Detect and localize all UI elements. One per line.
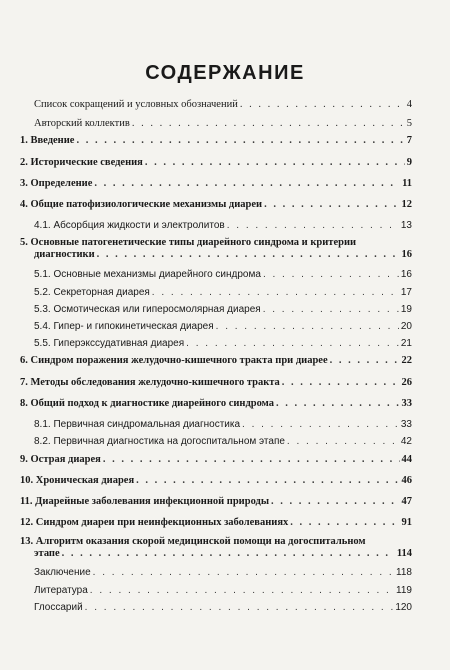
toc-page-number: 13 xyxy=(400,220,412,231)
toc-entry-label-line1: 13. Алгоритм оказания скорой медицинской помощи на догоспитальном xyxy=(20,536,366,547)
toc-entry-label-line2: этапе xyxy=(34,548,60,559)
toc-page-number: 114 xyxy=(396,548,412,559)
toc-entry-label: 2. Исторические сведения xyxy=(20,157,143,168)
leader-dots xyxy=(287,435,399,448)
toc-entry-label: 11. Диарейные заболевания инфекционной природы xyxy=(20,496,270,507)
toc-page-number: 42 xyxy=(400,436,412,447)
toc-entry-label: 5.1. Основные механизмы диарейного синдрома xyxy=(34,269,261,280)
leader-dots xyxy=(62,547,395,560)
leader-dots xyxy=(145,156,405,169)
toc-page-number: 17 xyxy=(400,287,412,298)
toc-entry-label: Авторский коллектив xyxy=(34,118,130,129)
toc-entry-label: 6. Синдром поражения желудочно-кишечного тракта при диарее xyxy=(20,355,328,366)
leader-dots xyxy=(290,516,399,529)
toc-entry-label: 5.3. Осмотическая или гиперосмолярная диарея xyxy=(34,304,261,315)
toc-entry-label: 12. Синдром диареи при неинфекционных заболеваниях xyxy=(20,517,289,528)
toc-entry-label: 4.1. Абсорбция жидкости и электролитов xyxy=(34,220,225,231)
toc-entry-label: Список сокращений и условных обозначений xyxy=(34,99,238,110)
toc-page-number: 11 xyxy=(402,178,412,189)
leader-dots xyxy=(264,198,399,211)
toc-page-number: 16 xyxy=(401,249,412,260)
leader-dots xyxy=(263,268,399,281)
toc-entry-label: 5.2. Секреторная диарея xyxy=(34,287,150,298)
toc-page-number: 9 xyxy=(406,157,412,168)
toc-entry-label: 5.4. Гипер- и гипокинетическая диарея xyxy=(34,321,214,332)
toc-page-number: 7 xyxy=(406,135,412,146)
toc-entry-label: 10. Хроническая диарея xyxy=(20,475,135,486)
toc-page-number: 4 xyxy=(406,99,412,110)
toc-entry-label: 1. Введение xyxy=(20,135,75,146)
leader-dots xyxy=(242,418,399,431)
leader-dots xyxy=(263,303,399,316)
toc-entry-label: 8. Общий подход к диагностике диарейного синдрома xyxy=(20,398,274,409)
leader-dots xyxy=(76,134,404,147)
toc-title: СОДЕРЖАНИЕ xyxy=(145,62,305,84)
toc-page-number: 19 xyxy=(400,304,412,315)
leader-dots xyxy=(132,117,405,130)
toc-entry-label: 7. Методы обследования желудочно-кишечного тракта xyxy=(20,377,280,388)
toc-entry-label: Заключение xyxy=(34,567,91,578)
toc-entry-label: 8.1. Первичная синдромальная диагностика xyxy=(34,419,241,430)
toc-page-number: 20 xyxy=(400,321,412,332)
toc-entry-label: 9. Острая диарея xyxy=(20,454,101,465)
toc-page-number: 33 xyxy=(400,419,412,430)
leader-dots xyxy=(85,601,394,614)
leader-dots xyxy=(216,320,399,333)
leader-dots xyxy=(276,397,400,410)
leader-dots xyxy=(227,219,399,232)
toc-page-number: 44 xyxy=(401,454,412,465)
toc-page-number: 21 xyxy=(400,338,412,349)
leader-dots xyxy=(240,98,405,111)
leader-dots xyxy=(152,286,399,299)
toc-page-number: 33 xyxy=(401,398,412,409)
leader-dots xyxy=(97,248,400,261)
toc-entry-label: 3. Определение xyxy=(20,178,93,189)
toc-entry-label: 5.5. Гиперэкссудативная диарея xyxy=(34,338,185,349)
leader-dots xyxy=(94,177,400,190)
leader-dots xyxy=(93,566,394,579)
toc-page-number: 119 xyxy=(396,585,412,596)
toc-page-number: 91 xyxy=(401,517,412,528)
toc-entry-label: Литература xyxy=(34,585,88,596)
toc-page-number: 46 xyxy=(401,475,412,486)
leader-dots xyxy=(271,495,399,508)
toc-page-number: 12 xyxy=(401,199,412,210)
toc-page-number: 120 xyxy=(395,602,412,613)
leader-dots xyxy=(330,354,400,367)
leader-dots xyxy=(103,453,400,466)
leader-dots xyxy=(90,584,394,597)
toc-entry-label-line2: диагностики xyxy=(34,249,95,260)
toc-entry-label: 4. Общие патофизиологические механизмы диареи xyxy=(20,199,263,210)
toc-page-number: 26 xyxy=(401,377,412,388)
toc-page-number: 118 xyxy=(396,567,412,578)
toc-page-number: 22 xyxy=(401,355,412,366)
toc-page-number: 16 xyxy=(400,269,412,280)
leader-dots xyxy=(186,337,399,350)
leader-dots xyxy=(136,474,399,487)
toc-entry-label: Глоссарий xyxy=(34,602,83,613)
toc-entry-label: 8.2. Первичная диагностика на догоспитальном этапе xyxy=(34,436,285,447)
toc-page-number: 47 xyxy=(401,496,412,507)
leader-dots xyxy=(282,376,400,389)
toc-page-number: 5 xyxy=(406,118,412,129)
toc-entry-label-line1: 5. Основные патогенетические типы диарейного синдрома и критерии xyxy=(20,237,357,248)
